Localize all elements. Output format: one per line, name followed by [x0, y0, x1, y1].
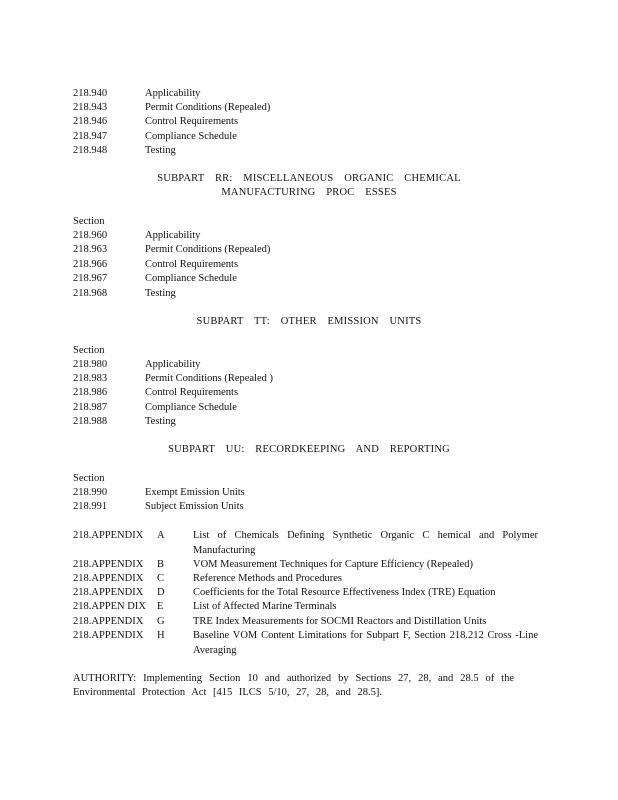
subpart-rr-heading-line2: MANUFACTURING PROC ESSES: [221, 187, 397, 198]
appendix-number: 218.APPENDIX: [73, 616, 144, 627]
subpart-rr-heading-line1: SUBPART RR: MISCELLANEOUS ORGANIC CHEMICAL: [157, 173, 461, 184]
section-title: Compliance Schedule: [145, 131, 237, 142]
section-number: 218.991: [73, 501, 108, 512]
appendix-letter: B: [157, 559, 165, 570]
appendix-number: 218.APPENDIX: [73, 559, 144, 570]
section-title: Control Requirements: [145, 116, 239, 127]
appendix-title: VOM Measurement Techniques for Capture Efficiency (Repealed): [193, 559, 473, 570]
section-number: 218.980: [73, 359, 108, 370]
section-title: Compliance Schedule: [145, 273, 237, 284]
appendix-letter: H: [157, 630, 165, 641]
section-title: Applicability: [145, 359, 201, 370]
section-number: 218.963: [73, 244, 108, 255]
section-title: Subject Emission Units: [145, 501, 244, 512]
section-number: 218.983: [73, 373, 108, 384]
section-title: Testing: [145, 416, 176, 427]
appendix-title: TRE Index Measurements for SOCMI Reactors and Distillation Units: [193, 616, 487, 627]
appendix-title: List of Chemicals Defining Synthetic Organic C hemical and Polymer Manufacturing: [193, 530, 538, 556]
section-number: 218.947: [73, 131, 108, 142]
appendix-number: 218.APPENDIX: [73, 587, 144, 598]
authority-paragraph: AUTHORITY: Implementing Section 10 and authorized by Sections 27, 28, and 28.5 of the Environmental Protection Act [415 ILCS 5/10, 27, 28, and 28.5].: [73, 673, 514, 698]
section-title: Control Requirements: [145, 387, 239, 398]
section-title: Applicability: [145, 88, 201, 99]
appendix-letter: E: [157, 601, 164, 612]
section-title: Permit Conditions (Repealed): [145, 102, 271, 113]
section-number: 218.968: [73, 288, 108, 299]
section-number: 218.946: [73, 116, 108, 127]
section-number: 218.948: [73, 145, 108, 156]
section-number: 218.990: [73, 487, 108, 498]
appendix-letter: C: [157, 573, 165, 584]
section-number: 218.943: [73, 102, 108, 113]
section-number: 218.986: [73, 387, 108, 398]
section-label: Section: [73, 216, 105, 227]
appendix-title: Coefficients for the Total Resource Effectiveness Index (TRE) Equation: [193, 587, 496, 598]
appendix-number: 218.APPENDIX: [73, 530, 144, 541]
section-label: Section: [73, 473, 105, 484]
section-number: 218.960: [73, 230, 108, 241]
section-number: 218.940: [73, 88, 108, 99]
appendix-number: 218.APPENDIX: [73, 630, 144, 641]
section-number: 218.987: [73, 402, 108, 413]
appendix-number: 218.APPEN DIX: [73, 601, 146, 612]
appendix-number: 218.APPENDIX: [73, 573, 144, 584]
subpart-uu-heading: SUBPART UU: RECORDKEEPING AND REPORTING: [168, 444, 450, 455]
section-number: 218.967: [73, 273, 108, 284]
appendix-letter: D: [157, 587, 165, 598]
appendix-letter: A: [157, 530, 165, 541]
section-title: Compliance Schedule: [145, 402, 237, 413]
section-title: Testing: [145, 145, 176, 156]
appendix-title: Baseline VOM Content Limitations for Subpart F, Section 218.212 Cross -Line Averaging: [193, 630, 538, 656]
section-title: Exempt Emission Units: [145, 487, 245, 498]
section-title: Control Requirements: [145, 259, 239, 270]
appendix-title: Reference Methods and Procedures: [193, 573, 342, 584]
section-title: Applicability: [145, 230, 201, 241]
appendix-title: List of Affected Marine Terminals: [193, 601, 337, 612]
section-label: Section: [73, 345, 105, 356]
section-title: Permit Conditions (Repealed): [145, 244, 271, 255]
subpart-tt-heading: SUBPART TT: OTHER EMISSION UNITS: [196, 316, 422, 327]
section-title: Testing: [145, 288, 176, 299]
section-title: Permit Conditions (Repealed ): [145, 373, 274, 384]
appendix-letter: G: [157, 616, 165, 627]
section-number: 218.966: [73, 259, 108, 270]
section-number: 218.988: [73, 416, 108, 427]
